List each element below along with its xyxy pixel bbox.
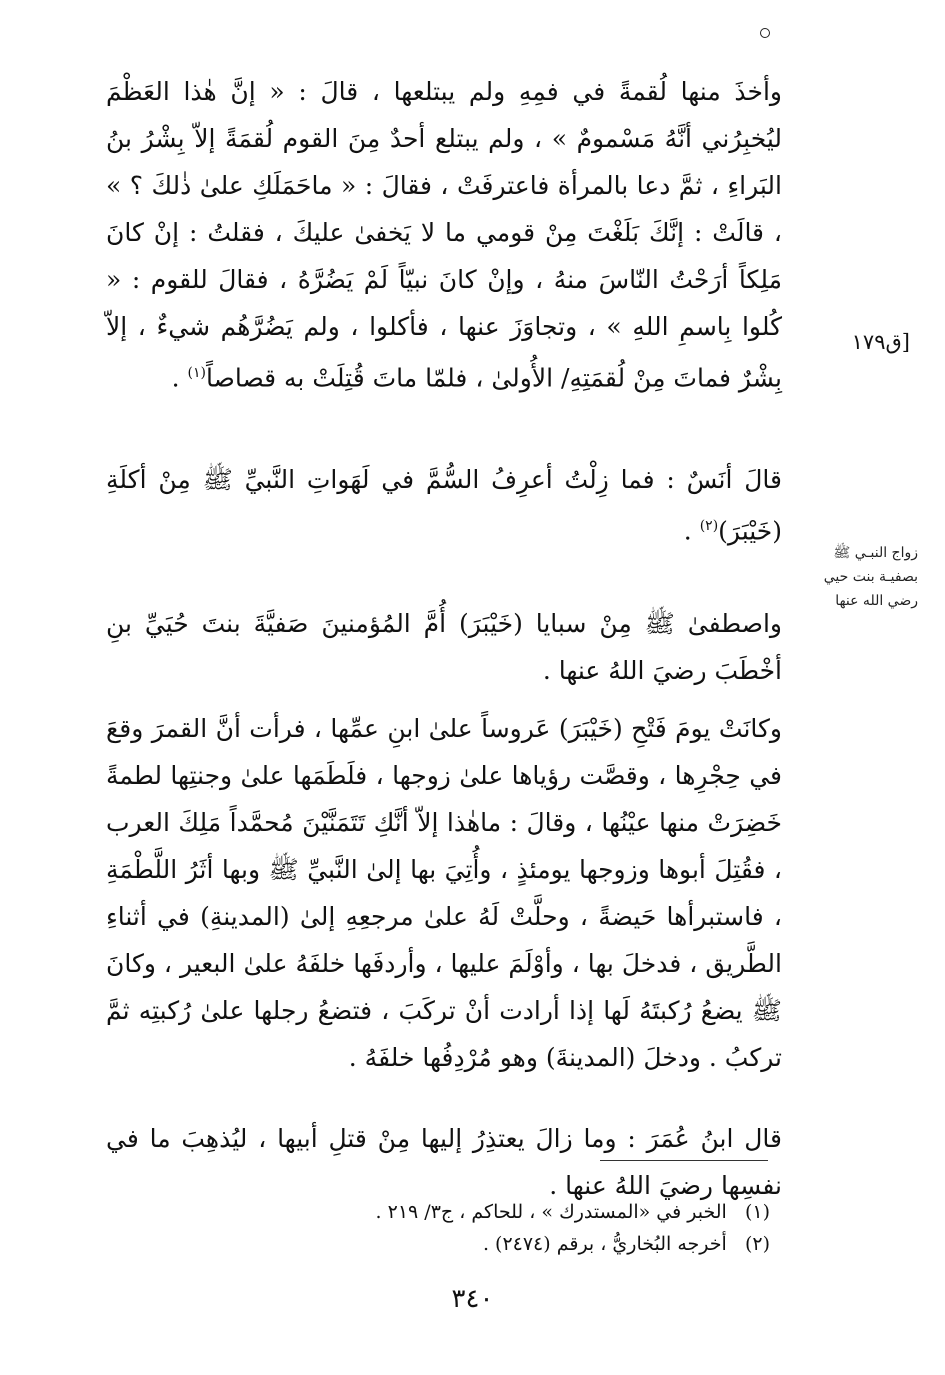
main-text	[106, 68, 782, 1200]
footnote-separator	[600, 1160, 768, 1161]
paragraph-text: قالَ أنَسٌ : فما زِلْتُ أعرِفُ السُّمَّ في لَهَواتِ النَّبيِّ ﷺ مِنْ أكلَةِ (خَيْبَرَ)	[106, 465, 782, 546]
page-number: ٣٤٠	[451, 1284, 494, 1314]
margin-page-reference: [ق١٧٩	[851, 330, 910, 354]
footnote-text: الخبر في «المستدرك » ، للحاكم ، ج٣/ ٢١٩ .	[375, 1201, 727, 1223]
paragraph	[106, 68, 782, 406]
paragraph: وكانَتْ يومَ فَتْحِ (خَيْبَرَ) عَروساً علىٰ ابنِ عمِّها ، فرأت أنَّ القمرَ وقعَ في حِجْرِها ، وقصَّت رؤياها علىٰ زوجها ، فلَطَمَها علىٰ وجنتِها لطمةً خَضِرَتْ منها عيْنُها ، وقالَ : ماهٰذا إلاّ أنَّكِ تَتَمَنَّيْنَ مُحمَّداً مَلِكَ العرب ، فقُتِلَ أبوها وزوجها يومئذٍ ، وأُتِيَ بها إلىٰ النَّبيِّ ﷺ وبها أثَرُ اللَّطْمَةِ ، فاستبرأها حَيضةً ، وحلَّتْ لَهُ علىٰ مرجعِهِ إلىٰ (المدينةِ) في أثناءِ الطَّريق ، فدخلَ بها ، وأوْلَمَ عليها ، وأردفَها خلفَهُ علىٰ البعير ، وكانَ ﷺ يضعُ رُكبتَهُ لَها إذا أرادت أنْ تركَبَ ، فتضعُ رجلها علىٰ رُكبتِه ثمَّ تركبُ . ودخلَ (المدينةَ) وهو مُرْدِفُها خلفَهُ .	[106, 714, 782, 1072]
margin-section-note: زواج النبـي ﷺ بصفيـة بنت حيي رضي الله عنها	[823, 545, 918, 609]
footnotes	[300, 1196, 770, 1260]
paragraph: واصطفىٰ ﷺ مِنْ سبايا (خَيْبَرَ) أُمَّ المُؤمنينَ صَفيَّةَ بنتَ حُيَيِّ بنِ أخْطَبَ رضيَ اللهُ عنها .	[106, 609, 782, 685]
paragraph-end: .	[683, 516, 700, 546]
page-corner-mark	[760, 28, 770, 38]
footnote-number: (٢)	[744, 1233, 770, 1255]
footnote-ref: (١)	[187, 365, 206, 381]
paragraph-end: .	[171, 363, 188, 393]
footnote	[300, 1196, 770, 1228]
footnote-ref: (٢)	[699, 518, 719, 534]
footnote-number: (١)	[744, 1201, 770, 1223]
paragraph: قال ابنُ عُمَرَ : وما زالَ يعتذِرُ إليها مِنْ قتلِ أبيها ، ليُذهِبَ ما في نفسِها رضيَ اللهُ عنها .	[106, 1124, 782, 1200]
footnote	[300, 1228, 770, 1260]
footnote-text: أخرجه البُخاريُّ ، برقم (٢٤٧٤) .	[482, 1233, 727, 1255]
paragraph-text: وأخذَ منها لُقمةً في فمِهِ ولم يبتلعها ، قالَ : « إنَّ هٰذا العَظْمَ ليُخبِرُني أنَّهُ مَسْمومٌ » ، ولم يبتلع أحدٌ مِنَ القوم لُقمَةً إلاّ بِشْرُ بنُ البَراءِ ، ثمَّ دعا بالمرأة فاعترفَتْ ، فقالَ : « ماحَمَلَكِ علىٰ ذٰلكَ ؟ » ، قالَتْ : إنَّكَ بَلَغْتَ مِنْ قومي ما لا يَخفىٰ عليكَ ، فقلتُ : إنْ كانَ مَلِكاً أرَحْتُ النّاسَ منهُ ، وإنْ كانَ نبيّاً لَمْ يَضُرَّهُ ، فقالَ للقوم : « كُلوا بِاسمِ اللهِ » ، وتجاوَزَ عنها ، فأكلوا ، ولم يَضُرَّهُم شيءٌ ، إلاّ بِشْرٌ فماتَ مِنْ لُقمَتِهِ/ الأُولىٰ ، فلمّا ماتَ قُتِلَتْ به قصاصاً	[106, 77, 782, 393]
paragraph	[106, 456, 826, 554]
